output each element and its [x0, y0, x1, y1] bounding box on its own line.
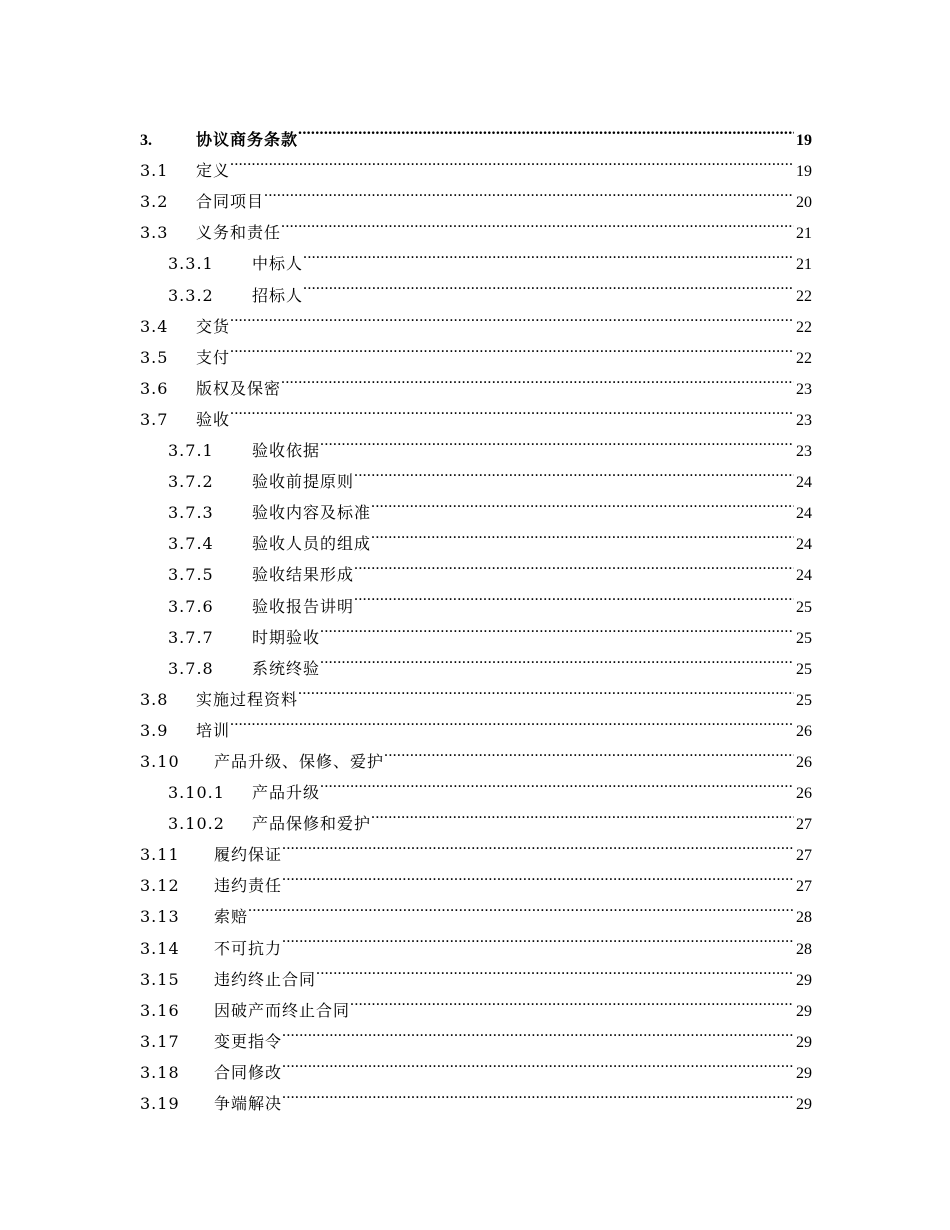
toc-entry-number: 3.7 — [140, 409, 169, 429]
toc-entry-number: 3.17 — [140, 1031, 180, 1051]
toc-entry-number: 3.2 — [140, 192, 169, 212]
toc-entry-page-number: 23 — [796, 380, 812, 398]
toc-entry-title: 验收人员的组成 — [252, 534, 372, 554]
toc-entry-page-number: 24 — [796, 536, 812, 554]
toc-entry-title: 不可抗力 — [214, 938, 283, 958]
toc-dot-leader — [354, 549, 794, 580]
toc-dot-leader — [264, 176, 794, 207]
toc-entry-page-number: 26 — [796, 753, 812, 771]
toc-entry-number: 3.4 — [140, 316, 169, 336]
toc-entry-number: 3.18 — [140, 1062, 180, 1082]
toc-entry-number: 3.7.7 — [168, 627, 214, 647]
toc-entry-number: 3.1 — [140, 161, 169, 181]
toc-dot-leader — [282, 1016, 794, 1047]
toc-dot-leader — [316, 954, 794, 985]
toc-entry-page-number: 24 — [796, 505, 812, 523]
toc-dot-leader — [350, 985, 794, 1016]
toc-entry[interactable] — [140, 332, 812, 367]
table-of-contents — [140, 114, 812, 1113]
toc-dot-leader — [371, 518, 794, 549]
toc-entry-number: 3.7.4 — [168, 534, 214, 554]
toc-entry-title: 争端解决 — [214, 1094, 283, 1113]
toc-entry-title: 合同修改 — [214, 1062, 283, 1082]
toc-entry-number: 3.9 — [140, 720, 169, 740]
toc-dot-leader — [303, 269, 794, 300]
toc-entry-page-number: 29 — [796, 1002, 812, 1020]
toc-dot-leader — [282, 829, 794, 860]
toc-entry-number: 3.13 — [140, 907, 180, 927]
toc-dot-leader — [230, 705, 794, 736]
toc-entry-page-number: 22 — [796, 318, 812, 336]
toc-entry-page-number: 29 — [796, 971, 812, 989]
toc-dot-leader — [282, 1078, 794, 1109]
toc-dot-leader — [230, 145, 794, 176]
toc-dot-leader — [230, 301, 794, 332]
toc-entry-number: 3.10 — [140, 751, 180, 771]
toc-entry-number: 3.12 — [140, 876, 180, 896]
toc-entry-page-number: 19 — [796, 163, 812, 181]
toc-entry[interactable] — [140, 176, 812, 212]
toc-entry-page-number: 28 — [796, 909, 812, 927]
toc-entry-title: 违约终止合同 — [214, 969, 317, 989]
toc-entry-page-number: 21 — [796, 225, 812, 243]
toc-entry-title: 系统终验 — [252, 658, 321, 678]
toc-entry-number: 3.14 — [140, 938, 180, 958]
toc-entry-title: 时期验收 — [252, 627, 321, 647]
toc-entry-page-number: 25 — [796, 660, 812, 678]
toc-entry-title: 产品升级、保修、爱护 — [214, 751, 385, 771]
toc-entry-page-number: 25 — [796, 691, 812, 709]
toc-entry-page-number: 26 — [796, 785, 812, 803]
toc-entry[interactable] — [140, 736, 812, 771]
toc-entry-title: 验收依据 — [252, 441, 321, 461]
toc-entry[interactable] — [140, 114, 812, 150]
toc-entry-page-number: 29 — [796, 1096, 812, 1113]
toc-entry-title: 验收前提原则 — [252, 472, 355, 492]
toc-dot-leader — [320, 767, 794, 798]
toc-entry-number: 3.5 — [140, 347, 169, 367]
toc-entry-page-number: 27 — [796, 847, 812, 865]
toc-entry-title: 版权及保密 — [196, 378, 282, 398]
toc-entry-page-number: 23 — [796, 443, 812, 461]
toc-entry-number: 3.3.2 — [168, 285, 214, 305]
toc-entry-page-number: 29 — [796, 1033, 812, 1051]
toc-entry-title: 协议商务条款 — [196, 130, 299, 150]
toc-entry-title: 验收 — [196, 409, 231, 429]
toc-entry-title: 合同项目 — [196, 192, 265, 212]
toc-dot-leader — [248, 891, 794, 922]
toc-dot-leader — [354, 456, 794, 487]
toc-entry-title: 产品升级 — [252, 783, 321, 803]
toc-dot-leader — [371, 487, 794, 518]
toc-entry-page-number: 22 — [796, 287, 812, 305]
toc-entry-number: 3.7.2 — [168, 472, 214, 492]
toc-entry[interactable] — [140, 705, 812, 740]
toc-entry-number: 3. — [140, 132, 152, 150]
toc-entry-page-number: 25 — [796, 629, 812, 647]
toc-entry-title: 验收报告讲明 — [252, 596, 355, 616]
toc-dot-leader — [320, 425, 794, 456]
toc-entry-page-number: 21 — [796, 256, 812, 274]
toc-entry-number: 3.7.5 — [168, 565, 214, 585]
toc-entry-number: 3.3 — [140, 223, 169, 243]
toc-dot-leader — [282, 922, 794, 953]
toc-entry-title: 因破产而终止合同 — [214, 1000, 351, 1020]
toc-entry-number: 3.10.1 — [168, 783, 225, 803]
toc-entry-title: 产品保修和爱护 — [252, 814, 372, 834]
toc-entry-number: 3.3.1 — [168, 254, 214, 274]
toc-dot-leader — [320, 612, 794, 643]
toc-entry-title: 定义 — [196, 161, 231, 181]
toc-dot-leader — [298, 114, 794, 145]
toc-entry-page-number: 20 — [796, 194, 812, 212]
toc-entry-title: 履约保证 — [214, 845, 283, 865]
toc-entry[interactable] — [140, 394, 812, 429]
toc-entry-page-number: 24 — [796, 567, 812, 585]
toc-entry-number: 3.7.6 — [168, 596, 214, 616]
toc-dot-leader — [320, 643, 794, 674]
toc-entry-page-number: 27 — [796, 816, 812, 834]
toc-dot-leader — [371, 798, 794, 829]
toc-entry-number: 3.15 — [140, 969, 180, 989]
toc-entry-page-number: 29 — [796, 1064, 812, 1082]
toc-dot-leader — [384, 736, 794, 767]
toc-dot-leader — [281, 363, 794, 394]
toc-dot-leader — [282, 1047, 794, 1078]
toc-dot-leader — [354, 580, 794, 611]
toc-dot-leader — [230, 394, 794, 425]
toc-entry[interactable] — [140, 363, 812, 398]
toc-entry-number: 3.19 — [140, 1094, 180, 1113]
toc-entry-title: 培训 — [196, 720, 231, 740]
toc-dot-leader — [230, 332, 794, 363]
toc-entry-number: 3.10.2 — [168, 814, 225, 834]
toc-entry-title: 义务和责任 — [196, 223, 282, 243]
toc-entry-number: 3.7.1 — [168, 441, 214, 461]
toc-entry-title: 交货 — [196, 316, 231, 336]
toc-entry-page-number: 28 — [796, 940, 812, 958]
toc-entry-page-number: 23 — [796, 411, 812, 429]
toc-dot-leader — [298, 674, 794, 705]
toc-entry-number: 3.7.8 — [168, 658, 214, 678]
toc-entry[interactable] — [140, 301, 812, 336]
toc-entry-title: 违约责任 — [214, 876, 283, 896]
toc-entry-page-number: 25 — [796, 598, 812, 616]
toc-entry-title: 实施过程资料 — [196, 689, 299, 709]
toc-entry-number: 3.8 — [140, 689, 169, 709]
toc-entry-number: 3.16 — [140, 1000, 180, 1020]
toc-entry-title: 支付 — [196, 347, 231, 367]
toc-entry[interactable] — [140, 425, 812, 461]
toc-entry-number: 3.7.3 — [168, 503, 214, 523]
toc-entry-title: 变更指令 — [214, 1031, 283, 1051]
toc-entry-title: 招标人 — [252, 285, 304, 305]
toc-entry-page-number: 19 — [796, 132, 812, 150]
toc-entry-number: 3.11 — [140, 845, 180, 865]
toc-entry-title: 验收内容及标准 — [252, 503, 372, 523]
toc-entry-page-number: 24 — [796, 474, 812, 492]
toc-entry-title: 验收结果形成 — [252, 565, 355, 585]
toc-entry-title: 索赔 — [214, 907, 249, 927]
toc-entry-number: 3.6 — [140, 378, 169, 398]
toc-entry-page-number: 26 — [796, 722, 812, 740]
toc-entry[interactable] — [140, 145, 812, 181]
toc-dot-leader — [303, 238, 794, 269]
toc-entry-page-number: 27 — [796, 878, 812, 896]
toc-entry-page-number: 22 — [796, 349, 812, 367]
toc-dot-leader — [282, 860, 794, 891]
toc-entry-title: 中标人 — [252, 254, 304, 274]
toc-dot-leader — [281, 207, 794, 238]
